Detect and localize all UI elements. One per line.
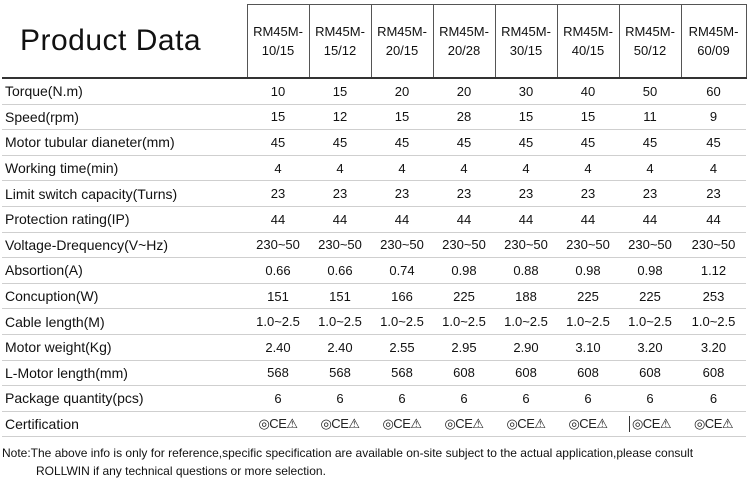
table-row [2,334,746,360]
table-cell: 166 [371,283,433,309]
table-row [2,386,746,412]
footnote [2,444,748,480]
table-row [2,130,746,156]
table-cell: 230~50 [247,232,309,258]
table-cell: 230~50 [433,232,495,258]
certification-cell [309,411,371,437]
model-suffix: 20/28 [447,43,481,58]
table-cell: 568 [309,360,371,386]
table-cell: 1.0~2.5 [681,309,746,335]
table-cell: 44 [495,206,557,232]
table-cell: 23 [495,181,557,207]
table-cell: 45 [557,130,619,156]
model-suffix: 20/15 [385,43,419,58]
table-cell: 45 [247,130,309,156]
model-prefix: RM45M- [377,24,427,39]
table-cell: 608 [433,360,495,386]
certification-mark-icon: ◎CE⚠ [382,416,422,432]
table-cell: 15 [247,104,309,130]
table-cell: 15 [309,78,371,104]
table-cell: 4 [495,155,557,181]
certification-cell [433,411,495,437]
table-cell: 1.0~2.5 [619,309,681,335]
table-cell: 45 [433,130,495,156]
table-cell: 28 [433,104,495,130]
table-cell: 44 [619,206,681,232]
model-suffix: 30/15 [509,43,543,58]
table-cell: 45 [495,130,557,156]
table-row [2,78,746,104]
certification-cell [619,411,681,437]
model-prefix: RM45M- [688,24,739,39]
table-cell: 50 [619,78,681,104]
table-cell: 0.74 [371,258,433,284]
table-row [2,258,746,284]
table-row [2,206,746,232]
table-cell: 4 [371,155,433,181]
table-cell: 45 [371,130,433,156]
table-cell: 253 [681,283,746,309]
table-cell: 12 [309,104,371,130]
table-cell: 1.0~2.5 [433,309,495,335]
table-cell: 20 [433,78,495,104]
certification-cell [495,411,557,437]
table-cell: 4 [247,155,309,181]
table-cell: 230~50 [309,232,371,258]
table-cell: 15 [557,104,619,130]
table-cell: 23 [371,181,433,207]
table-cell: 0.66 [247,258,309,284]
table-cell: 568 [371,360,433,386]
model-header [495,5,557,79]
table-cell: 6 [247,386,309,412]
table-cell: 0.98 [433,258,495,284]
model-header [247,5,309,79]
table-cell: 1.0~2.5 [495,309,557,335]
model-header [557,5,619,79]
table-cell: 188 [495,283,557,309]
table-cell: 23 [433,181,495,207]
table-cell: 0.88 [495,258,557,284]
table-cell: 45 [619,130,681,156]
table-cell: 4 [309,155,371,181]
row-label: Limit switch capacity(Turns) [2,181,247,207]
model-prefix: RM45M- [439,24,489,39]
certification-row [2,411,746,437]
table-cell: 4 [433,155,495,181]
certification-mark-icon: ◎CE⚠ [258,416,298,432]
table-cell: 23 [309,181,371,207]
row-label: Protection rating(IP) [2,206,247,232]
table-cell: 230~50 [495,232,557,258]
row-label: L-Motor length(mm) [2,360,247,386]
table-cell: 23 [619,181,681,207]
model-prefix: RM45M- [625,24,675,39]
table-cell: 44 [557,206,619,232]
row-label: Certification [2,411,247,437]
table-cell: 10 [247,78,309,104]
table-header-row [2,5,746,79]
table-cell: 225 [619,283,681,309]
table-body [2,78,746,437]
table-row [2,283,746,309]
table-row [2,155,746,181]
table-cell: 23 [247,181,309,207]
row-label: Voltage-Drequency(V~Hz) [2,232,247,258]
table-cell: 2.90 [495,334,557,360]
certification-mark-icon: ◎CE⚠ [506,416,546,432]
table-row [2,232,746,258]
table-cell: 568 [247,360,309,386]
table-cell: 0.66 [309,258,371,284]
table-row [2,181,746,207]
table-cell: 3.20 [619,334,681,360]
certification-mark-icon: ◎CE⚠ [693,416,734,432]
table-cell: 2.40 [247,334,309,360]
table-cell: 1.0~2.5 [371,309,433,335]
table-cell: 60 [681,78,746,104]
model-header [433,5,495,79]
table-row [2,360,746,386]
table-cell: 2.40 [309,334,371,360]
certification-cell [681,411,746,437]
table-cell: 230~50 [371,232,433,258]
table-cell: 40 [557,78,619,104]
table-cell: 151 [309,283,371,309]
row-label: Package quantity(pcs) [2,386,247,412]
table-cell: 0.98 [619,258,681,284]
row-label: Cable length(M) [2,309,247,335]
table-cell: 6 [371,386,433,412]
model-suffix: 50/12 [633,43,667,58]
divider [629,416,630,432]
table-cell: 6 [681,386,746,412]
row-label: Motor weight(Kg) [2,334,247,360]
table-cell: 230~50 [557,232,619,258]
table-cell: 4 [681,155,746,181]
row-label: Speed(rpm) [2,104,247,130]
footnote-line-1: Note:The above info is only for reference,specific specification are available on-site subject to the actual application,please consult [2,446,694,460]
model-suffix: 10/15 [261,43,295,58]
table-cell: 1.0~2.5 [309,309,371,335]
table-cell: 230~50 [619,232,681,258]
page-title: Product Data [2,5,247,79]
table-cell: 225 [557,283,619,309]
table-cell: 45 [309,130,371,156]
table-cell: 608 [557,360,619,386]
model-prefix: RM45M- [563,24,613,39]
table-row [2,309,746,335]
table-cell: 3.20 [681,334,746,360]
table-cell: 15 [371,104,433,130]
table-cell: 44 [309,206,371,232]
table-cell: 2.55 [371,334,433,360]
table-cell: 608 [681,360,746,386]
table-cell: 4 [557,155,619,181]
table-cell: 23 [681,181,746,207]
product-data-table [2,4,747,437]
table-cell: 151 [247,283,309,309]
row-label: Motor tubular dianeter(mm) [2,130,247,156]
table-cell: 1.0~2.5 [557,309,619,335]
row-label: Working time(min) [2,155,247,181]
certification-mark-icon: ◎CE⚠ [568,416,608,432]
table-cell: 45 [681,130,746,156]
table-cell: 20 [371,78,433,104]
model-suffix: 15/12 [323,43,357,58]
footnote-line-2: ROLLWIN if any technical questions or more selection. [36,464,326,478]
model-prefix: RM45M- [315,24,365,39]
table-cell: 1.12 [681,258,746,284]
table-cell: 44 [681,206,746,232]
table-cell: 44 [371,206,433,232]
table-cell: 2.95 [433,334,495,360]
model-header [681,5,746,79]
table-cell: 6 [557,386,619,412]
table-cell: 23 [557,181,619,207]
table-cell: 1.0~2.5 [247,309,309,335]
row-label: Torque(N.m) [2,78,247,104]
model-suffix: 40/15 [571,43,605,58]
table-cell: 608 [619,360,681,386]
table-cell: 230~50 [681,232,746,258]
row-label: Concuption(W) [2,283,247,309]
table-cell: 225 [433,283,495,309]
table-cell: 9 [681,104,746,130]
model-header [309,5,371,79]
row-label: Absortion(A) [2,258,247,284]
table-cell: 6 [619,386,681,412]
table-cell: 0.98 [557,258,619,284]
table-row [2,104,746,130]
model-header [619,5,681,79]
table-cell: 4 [619,155,681,181]
table-cell: 608 [495,360,557,386]
model-suffix: 60/09 [697,43,730,58]
table-cell: 30 [495,78,557,104]
certification-mark-icon: ◎CE⚠ [320,416,360,432]
model-prefix: RM45M- [501,24,551,39]
certification-cell [247,411,309,437]
table-cell: 44 [247,206,309,232]
certification-mark-icon: ◎CE⚠ [631,415,672,431]
table-cell: 3.10 [557,334,619,360]
certification-mark-icon: ◎CE⚠ [444,416,484,432]
table-cell: 44 [433,206,495,232]
table-cell: 6 [433,386,495,412]
table-cell: 11 [619,104,681,130]
model-prefix: RM45M- [253,24,303,39]
table-cell: 15 [495,104,557,130]
table-cell: 6 [309,386,371,412]
table-cell: 6 [495,386,557,412]
certification-cell [371,411,433,437]
model-header [371,5,433,79]
certification-cell [557,411,619,437]
